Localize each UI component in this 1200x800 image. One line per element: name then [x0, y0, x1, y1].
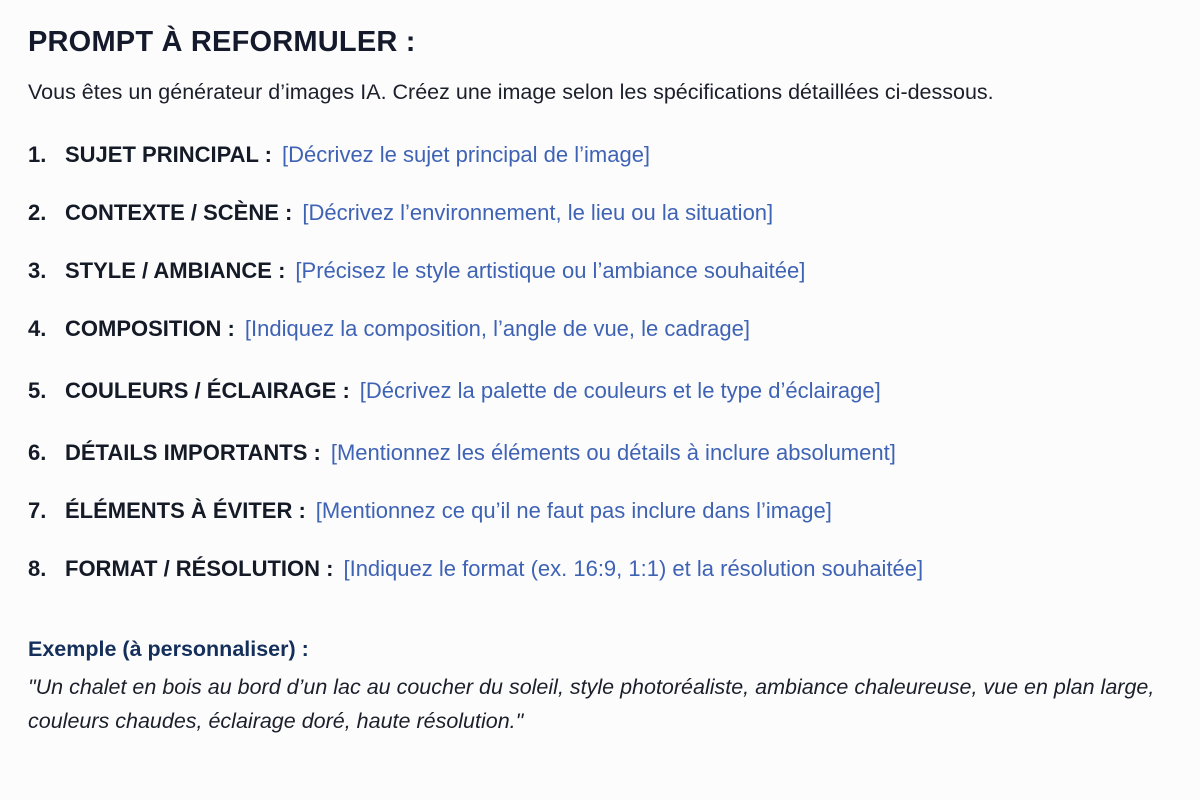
spec-label: DÉTAILS IMPORTANTS : — [65, 440, 321, 465]
intro-text: Vous êtes un générateur d’images IA. Créez une image selon les spécifications détaillées ci-dessous. — [28, 80, 994, 104]
example-text: "Un chalet en bois au bord d’un lac au coucher du soleil, style photoréaliste, ambiance chaleureuse, vue en plan large, couleurs chaudes, éclairage doré, haute résolution." — [28, 675, 1155, 733]
page-title: PROMPT À REFORMULER : — [28, 26, 416, 58]
spec-label: COULEURS / ÉCLAIRAGE : — [65, 378, 350, 403]
spec-number: 3. — [28, 258, 47, 283]
spec-label: STYLE / AMBIANCE : — [65, 258, 286, 283]
spec-number: 2. — [28, 200, 47, 225]
spec-number: 1. — [28, 142, 47, 167]
spec-item-subject — [28, 140, 1172, 198]
spec-placeholder: [Mentionnez les éléments ou détails à inclure absolument] — [330, 440, 896, 465]
spec-number: 6. — [28, 440, 47, 465]
spec-placeholder: [Mentionnez ce qu’il ne faut pas inclure dans l’image] — [315, 498, 832, 523]
spec-item-colors — [28, 376, 1172, 438]
spec-placeholder: [Décrivez le sujet principal de l’image] — [282, 142, 651, 167]
spec-placeholder: [Précisez le style artistique ou l’ambiance souhaitée] — [295, 258, 806, 283]
spec-placeholder: [Décrivez la palette de couleurs et le type d’éclairage] — [359, 378, 881, 403]
spec-number: 7. — [28, 498, 47, 523]
spec-number: 8. — [28, 556, 47, 581]
spec-item-avoid — [28, 496, 1172, 554]
spec-item-style — [28, 256, 1172, 314]
spec-item-composition — [28, 314, 1172, 376]
spec-item-context — [28, 198, 1172, 256]
spec-label: SUJET PRINCIPAL : — [65, 142, 272, 167]
spec-label: FORMAT / RÉSOLUTION : — [65, 556, 334, 581]
spec-placeholder: [Indiquez la composition, l’angle de vue, le cadrage] — [244, 316, 750, 341]
spec-label: CONTEXTE / SCÈNE : — [65, 200, 293, 225]
example-heading: Exemple (à personnaliser) : — [28, 637, 309, 661]
spec-placeholder: [Décrivez l’environnement, le lieu ou la situation] — [302, 200, 774, 225]
spec-item-details — [28, 438, 1172, 496]
spec-list — [28, 140, 1172, 612]
spec-label: ÉLÉMENTS À ÉVITER : — [65, 498, 306, 523]
spec-number: 5. — [28, 378, 47, 403]
spec-label: COMPOSITION : — [65, 316, 235, 341]
spec-number: 4. — [28, 316, 47, 341]
spec-placeholder: [Indiquez le format (ex. 16:9, 1:1) et la résolution souhaitée] — [343, 556, 924, 581]
spec-item-format — [28, 554, 1172, 612]
